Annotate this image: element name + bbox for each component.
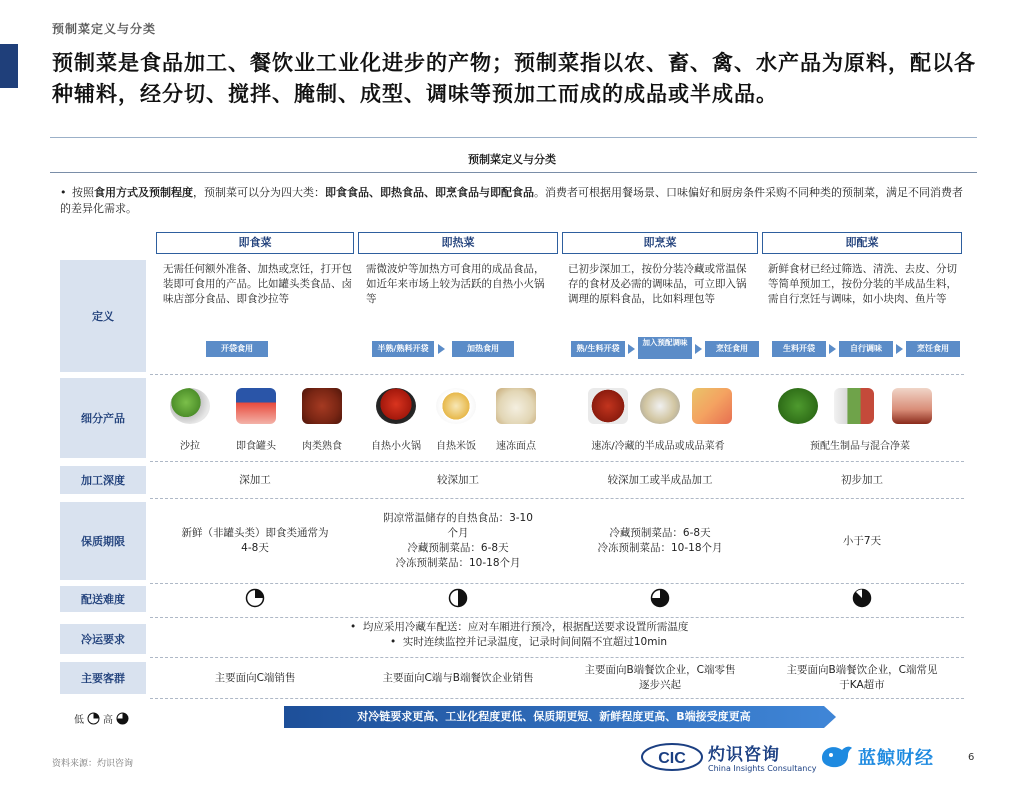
canned-food-image <box>236 388 276 424</box>
meal-kit-image <box>834 388 874 424</box>
product-label: 自热米饭 <box>436 441 476 452</box>
header-section-title: 预制菜定义与分类 <box>52 22 157 36</box>
flow-step: 熟/生料开袋 <box>571 341 625 357</box>
svg-text:CIC: CIC <box>658 750 686 767</box>
trend-arrow-banner: 对冷链要求更高、工业化程度更低、保质期更短、新鲜程度更高、B端接受度更高 <box>284 706 824 728</box>
column-header-ready-to-eat: 即食菜 <box>156 232 354 254</box>
cold-chain-item: • 实时连续监控并记录温度，记录时间间隔不宜超过10min <box>390 636 668 648</box>
shelf-ready-to-cook <box>562 502 758 580</box>
bullet-dot: • <box>60 186 67 199</box>
depth-ready-to-eat: 深加工 <box>239 473 271 486</box>
customers-ready-to-cook <box>562 662 758 694</box>
row-label-shelf-life: 保质期限 <box>60 502 146 580</box>
flow-arrow-icon <box>438 344 445 354</box>
cic-logo <box>640 742 704 772</box>
customer-line: 于KA超市 <box>839 679 885 691</box>
column-header-ready-to-cook: 即烹菜 <box>562 232 758 254</box>
row-separator <box>150 374 964 375</box>
cold-chain-requirements <box>350 620 910 650</box>
intro-bold-2: 即食食品、即热食品、即烹食品与即配食品 <box>325 186 534 199</box>
legend-low-label: 低 <box>74 715 84 726</box>
page-number: 6 <box>968 752 975 763</box>
cooked-meat-image <box>302 388 342 424</box>
table-title: 预制菜定义与分类 <box>468 153 556 166</box>
flow-step: 加热食用 <box>452 341 514 357</box>
intro-text-2: ，预制菜可以分为四大类： <box>193 186 325 199</box>
customer-line: 主要面向B端餐饮企业，C端零售 <box>584 664 736 676</box>
logo-company-name: 灼识咨询 <box>708 745 780 765</box>
difficulty-indicator-icon <box>852 588 872 608</box>
product-label: 预配生制品与混合净菜 <box>810 441 910 452</box>
prepared-dish-image-2 <box>640 388 680 424</box>
flow-arrow-icon <box>628 344 635 354</box>
product-label: 即食罐头 <box>236 441 276 452</box>
customer-line: 主要面向C端销售 <box>214 671 296 684</box>
row-label-delivery-difficulty: 配送难度 <box>60 586 146 612</box>
source-note: 资料来源：灼识咨询 <box>52 759 134 769</box>
trend-arrow-tip <box>824 706 836 728</box>
flow-arrow-icon <box>896 344 903 354</box>
difficulty-legend <box>74 711 129 726</box>
customer-line: 主要面向C端与B端餐饮企业销售 <box>382 671 534 684</box>
flow-step: 生料开袋 <box>772 341 826 357</box>
vegetables-image <box>778 388 818 424</box>
flow-step: 烹饪食用 <box>906 341 960 357</box>
depth-ready-to-cook: 较深加工或半成品加工 <box>607 473 713 486</box>
frozen-dumplings-image <box>496 388 536 424</box>
shelf-line: 冷冻预制菜品：10-18个月 <box>395 557 521 569</box>
intro-text-3: 。消费者可根据用餐场景、口味偏好和厨房条件采购不同种类的预制菜，满足不同消费者的差异化需求。 <box>60 186 963 215</box>
self-heating-rice-image <box>436 388 476 424</box>
row-separator <box>150 698 964 699</box>
shelf-ready-to-eat <box>156 502 354 580</box>
difficulty-indicator-icon <box>116 712 129 725</box>
table-title-rule <box>50 172 977 173</box>
row-label-depth: 加工深度 <box>60 466 146 494</box>
raw-meat-image <box>892 388 932 424</box>
whale-logo-icon <box>818 740 854 770</box>
self-heating-hotpot-image <box>376 388 416 424</box>
shelf-ready-to-assemble <box>762 502 962 580</box>
customer-line: 主要面向B端餐饮企业，C端常见 <box>786 664 938 676</box>
prepared-dish-image-3 <box>692 388 732 424</box>
row-label-cold-chain: 冷运要求 <box>60 624 146 654</box>
shelf-line: 小于7天 <box>842 534 882 547</box>
customers-ready-to-eat <box>156 662 354 694</box>
shelf-line: 阴凉常温储存的自热食品：3-10 <box>383 512 533 524</box>
legend-high-label: 高 <box>103 715 113 726</box>
shelf-line: 个月 <box>447 527 469 539</box>
definition-ready-to-assemble: 新鲜食材已经过筛选、清洗、去皮、分切等简单预加工，按份分装的半成品生料，需自行烹饪与调味，如小块肉、鱼片等 <box>768 263 957 305</box>
flow-arrow-icon <box>829 344 836 354</box>
shelf-line: 冷藏预制菜品：6-8天 <box>609 527 711 539</box>
customers-ready-to-assemble <box>762 662 962 694</box>
row-label-products: 细分产品 <box>60 378 146 458</box>
customer-line: 逐步兴起 <box>639 679 681 691</box>
flow-step: 加入预配调味 <box>638 337 692 359</box>
flow-arrow-icon <box>695 344 702 354</box>
shelf-line: 冷藏预制菜品：6-8天 <box>407 542 509 554</box>
column-header-ready-to-heat: 即热菜 <box>358 232 558 254</box>
product-label: 沙拉 <box>180 441 200 452</box>
difficulty-indicator-icon <box>448 588 468 608</box>
divider <box>50 137 977 138</box>
difficulty-indicator-icon <box>245 588 265 608</box>
product-label: 速冻面点 <box>496 441 536 452</box>
row-separator <box>150 617 964 618</box>
intro-bold-1: 食用方式及预制程度 <box>94 186 193 199</box>
definition-ready-to-cook: 已初步深加工，按份分装冷藏或常温保存的食材及必需的调味品，可立即入锅调理的原料食品，比如料理包等 <box>568 263 747 305</box>
product-label: 肉类熟食 <box>302 441 342 452</box>
column-header-ready-to-assemble: 即配菜 <box>762 232 962 254</box>
intro-text-1: 按照 <box>72 186 94 199</box>
row-separator <box>150 461 964 462</box>
definition-ready-to-heat: 需微波炉等加热方可食用的成品食品，如近年来市场上较为活跃的自热小火锅等 <box>366 263 545 305</box>
product-label: 自热小火锅 <box>371 441 421 452</box>
accent-bar <box>0 44 18 88</box>
difficulty-indicator-icon <box>650 588 670 608</box>
depth-ready-to-heat: 较深加工 <box>437 473 479 486</box>
row-label-definition: 定义 <box>60 260 146 372</box>
flow-step: 半熟/熟料开袋 <box>372 341 434 357</box>
shelf-line: 4-8天 <box>241 542 269 554</box>
row-separator <box>150 657 964 658</box>
definition-ready-to-eat: 无需任何额外准备、加热或烹饪，打开包装即可食用的产品。比如罐头类食品、卤味店部分食品、即食沙拉等 <box>163 263 352 305</box>
page-headline: 预制菜是食品加工、餐饮业工业化进步的产物；预制菜指以农、畜、禽、水产品为原料，配以各种辅料，经分切、搅拌、腌制、成型、调味等预加工而成的成品或半成品。 <box>52 51 976 106</box>
product-label: 速冻/冷藏的半成品或成品菜肴 <box>591 441 725 452</box>
salad-image <box>170 388 210 424</box>
prepared-dish-image-1 <box>588 388 628 424</box>
cold-chain-item: • 均应采用冷藏车配送：应对车厢进行预冷，根据配送要求设置所需温度 <box>350 621 689 633</box>
shelf-line: 冷冻预制菜品：10-18个月 <box>597 542 723 554</box>
logo-company-english: China Insights Consultancy <box>708 764 817 773</box>
row-label-customers: 主要客群 <box>60 662 146 694</box>
row-separator <box>150 498 964 499</box>
difficulty-indicator-icon <box>87 712 100 725</box>
intro-bullet <box>60 185 970 217</box>
customers-ready-to-heat <box>358 662 558 694</box>
depth-ready-to-assemble: 初步加工 <box>841 473 883 486</box>
flow-step: 开袋食用 <box>206 341 268 357</box>
brand-logo-text: 蓝鲸财经 <box>858 748 934 769</box>
row-separator <box>150 583 964 584</box>
shelf-line: 新鲜（非罐头类）即食类通常为 <box>181 527 329 539</box>
flow-step: 自行调味 <box>839 341 893 357</box>
flow-step: 烹饪食用 <box>705 341 759 357</box>
shelf-ready-to-heat <box>358 502 558 580</box>
